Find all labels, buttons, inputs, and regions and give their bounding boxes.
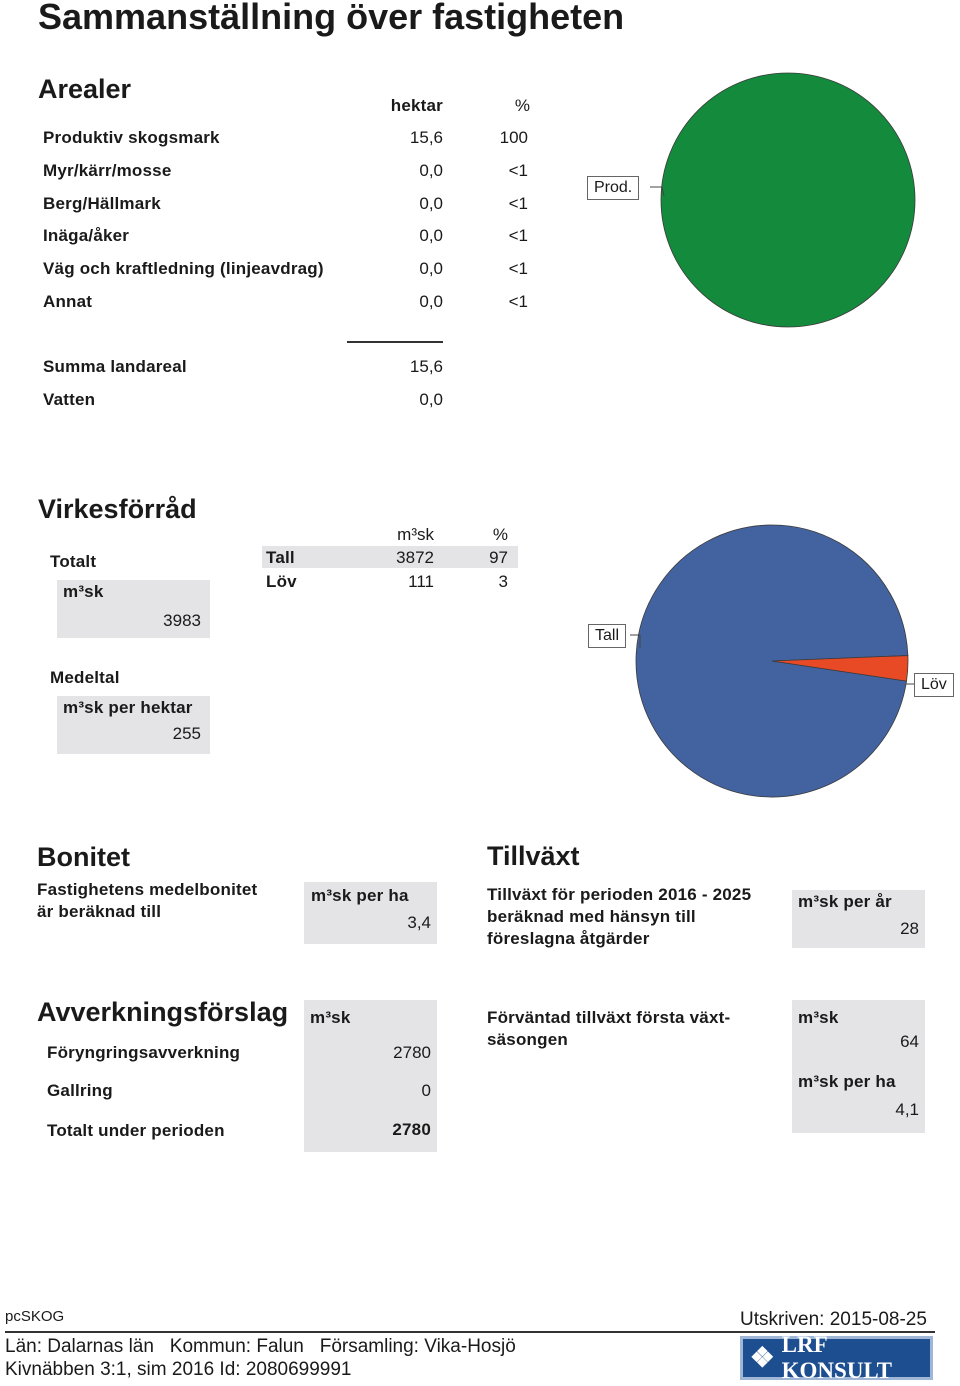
avverkning-row-label: Föryngringsavverkning <box>47 1043 241 1062</box>
medeltal-value: 255 <box>172 724 201 743</box>
medeltal-label: Medeltal <box>50 668 120 687</box>
bonitet-text-1: Fastighetens medelbonitet <box>37 880 258 899</box>
tillvaxt-text-2: beräknad med hänsyn till <box>487 907 696 926</box>
bonitet-value: 3,4 <box>407 913 431 932</box>
pie-label-prod: Prod. <box>587 176 639 200</box>
page-title: Sammanställning över fastigheten <box>38 0 625 37</box>
pie-label-tall: Tall <box>588 624 626 648</box>
tillvaxt-unit: m³sk per år <box>798 892 892 911</box>
arealer-row-label: Myr/kärr/mosse <box>43 161 172 180</box>
totalt-unit: m³sk <box>63 582 104 601</box>
arealer-row-label: Väg och kraftledning (linjeavdrag) <box>43 259 324 278</box>
arealer-row-hektar: 0,0 <box>419 292 443 311</box>
avverkning-unit: m³sk <box>310 1008 351 1027</box>
summa-label: Summa landareal <box>43 357 187 376</box>
avverkning-row-label: Totalt under perioden <box>47 1121 225 1140</box>
avverkning-row-label: Gallring <box>47 1081 113 1100</box>
virke-col-m3sk: m³sk <box>397 525 434 544</box>
arealer-col-pct: % <box>514 96 530 115</box>
footer-property-id: Kivnäbben 3:1, sim 2016 Id: 2080699991 <box>5 1359 352 1380</box>
arealer-row-label: Produktiv skogsmark <box>43 128 220 147</box>
arealer-row-hektar: 0,0 <box>419 226 443 245</box>
forvantad-unit-1: m³sk <box>798 1008 839 1027</box>
tillvaxt-text-1: Tillväxt för perioden 2016 - 2025 <box>487 885 752 904</box>
tillvaxt-text-3: föreslagna åtgärder <box>487 929 650 948</box>
bonitet-box <box>304 882 437 944</box>
totalt-label: Totalt <box>50 552 97 571</box>
arealer-row-label: Inäga/åker <box>43 226 130 245</box>
tillvaxt-box <box>792 890 925 948</box>
avverkning-heading: Avverkningsförslag <box>37 997 289 1027</box>
virke-row-label: Tall <box>266 548 295 567</box>
virke-row-pct: 3 <box>498 572 508 591</box>
arealer-row-hektar: 0,0 <box>419 194 443 213</box>
arealer-row-label: Berg/Hällmark <box>43 194 161 213</box>
virkesforrad-heading: Virkesförråd <box>38 494 197 524</box>
virke-row-label: Löv <box>266 572 297 591</box>
medeltal-unit: m³sk per hektar <box>63 698 193 717</box>
vatten-value: 0,0 <box>419 390 443 409</box>
virke-row-m3sk: 3872 <box>396 548 434 567</box>
footer-printed-date: Utskriven: 2015-08-25 <box>740 1309 927 1330</box>
logo-text: LRF KONSULT <box>781 1332 893 1383</box>
arealer-row-pct: <1 <box>508 226 528 245</box>
arealer-row-pct: <1 <box>508 161 528 180</box>
bonitet-text-2: är beräknad till <box>37 902 162 921</box>
arealer-col-hektar: hektar <box>390 96 443 115</box>
forvantad-text-1: Förväntad tillväxt första växt- <box>487 1008 731 1027</box>
forvantad-box <box>792 1000 925 1133</box>
avverkning-box <box>304 1000 437 1152</box>
pie-label-lov: Löv <box>914 673 954 697</box>
summa-value: 15,6 <box>409 357 443 376</box>
arealer-row-pct: <1 <box>508 194 528 213</box>
arealer-heading: Arealer <box>38 74 132 104</box>
forvantad-value-1: 64 <box>900 1032 919 1051</box>
forvantad-value-2: 4,1 <box>895 1100 919 1119</box>
vatten-label: Vatten <box>43 390 96 409</box>
tillvaxt-heading: Tillväxt <box>487 841 580 871</box>
totalt-value: 3983 <box>163 611 201 630</box>
forvantad-unit-2: m³sk per ha <box>798 1072 896 1091</box>
forvantad-text-2: säsongen <box>487 1030 568 1049</box>
virke-row-m3sk: 111 <box>408 572 434 591</box>
arealer-row-pct: 100 <box>499 128 528 147</box>
arealer-row-hektar: 0,0 <box>419 161 443 180</box>
tillvaxt-value: 28 <box>900 919 919 938</box>
arealer-row-pct: <1 <box>508 292 528 311</box>
bonitet-heading: Bonitet <box>37 842 130 872</box>
avverkning-value: 2780 <box>393 1043 431 1062</box>
footer-location: Län: Dalarnas län Kommun: Falun Församling: Vika-Hosjö <box>5 1336 516 1357</box>
arealer-row-pct: <1 <box>508 259 528 278</box>
arealer-row-hektar: 15,6 <box>409 128 443 147</box>
arealer-row-label: Annat <box>43 292 93 311</box>
lrf-konsult-logo <box>740 1332 933 1383</box>
footer-app-name: pcSKOG <box>5 1308 65 1325</box>
virke-col-pct: % <box>492 525 508 544</box>
virke-row-pct: 97 <box>489 548 508 567</box>
arealer-row-hektar: 0,0 <box>419 259 443 278</box>
bonitet-unit: m³sk per ha <box>311 886 409 905</box>
avverkning-value-total: 2780 <box>392 1120 431 1139</box>
avverkning-value: 0 <box>421 1081 431 1100</box>
logo-emblem-icon: ❖ <box>749 1343 775 1374</box>
